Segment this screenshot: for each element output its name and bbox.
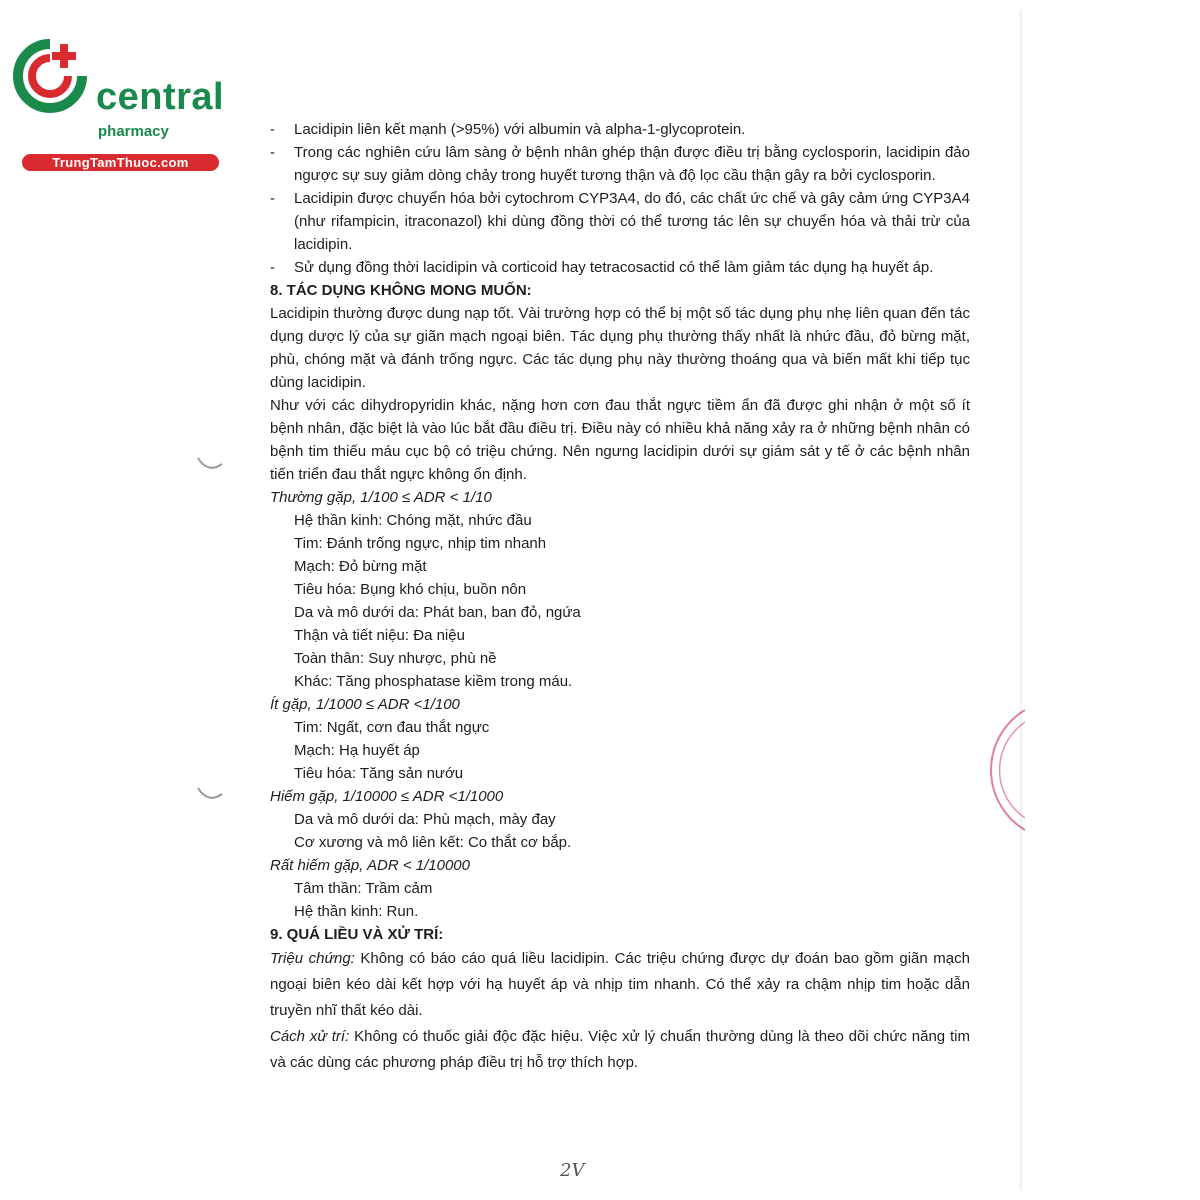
- adr-item: Toàn thân: Suy nhược, phù nề: [294, 650, 497, 667]
- symptoms-label: Triệu chứng:: [270, 950, 355, 967]
- binder-hole-icon: [196, 452, 226, 476]
- adr-item: Hệ thần kinh: Run.: [294, 903, 419, 920]
- section-8-paragraph: Như với các dihydropyridin khác, nặng hơn cơn đau thắt ngực tiềm ẩn đã được ghi nhận ở một số ít bệnh nhân, đặc biệt là vào lúc bắt đầu điều trị. Điều này có nhiều khả năng xảy ra ở những bệnh nhân có bệnh tim thiếu máu cục bộ có triệu chứng. Nên ngưng lacidipin dưới sự giám sát y tế ở các bệnh nhân tiến triển đau thắt ngực không ổn định.: [270, 397, 970, 483]
- section-9-heading: 9. QUÁ LIỀU VÀ XỬ TRÍ:: [270, 926, 444, 943]
- list-item: - Sử dụng đồng thời lacidipin và corticoid hay tetracosactid có thể làm giảm tác dụng hạ huyết áp.: [270, 259, 934, 276]
- frequency-label: Hiếm gặp, 1/10000 ≤ ADR <1/1000: [270, 788, 504, 805]
- adr-item: Mạch: Đỏ bừng mặt: [294, 558, 427, 575]
- logo-cross-icon: [10, 36, 90, 116]
- company-stamp-icon: [985, 700, 1025, 840]
- adr-item: Tiêu hóa: Bụng khó chịu, buồn nôn: [294, 581, 527, 598]
- central-pharmacy-logo[interactable]: [10, 36, 225, 170]
- treatment-label: Cách xử trí:: [270, 1028, 350, 1045]
- symptoms-text: Không có báo cáo quá liều lacidipin. Các triệu chứng được dự đoán bao gồm giãn mạch ngoại biên kéo dài kết hợp với hạ huyết áp và nhịp tim nhanh. Có thể xảy ra chậm nhịp tim hoặc dẫn truyền nhĩ thất kéo dài.: [270, 950, 970, 1019]
- document-body: [270, 118, 970, 1076]
- frequency-label: Thường gặp, 1/100 ≤ ADR < 1/10: [270, 489, 492, 506]
- page-handwritten-mark: 2V: [560, 1160, 585, 1181]
- adr-item: Da và mô dưới da: Phát ban, ban đỏ, ngứa: [294, 604, 581, 621]
- adr-item: Mạch: Hạ huyết áp: [294, 742, 420, 759]
- adr-item: Hệ thần kinh: Chóng mặt, nhức đầu: [294, 512, 532, 529]
- adr-item: Tâm thần: Trầm cảm: [294, 880, 433, 897]
- list-item: - Lacidipin liên kết mạnh (>95%) với albumin và alpha-1-glycoprotein.: [270, 121, 746, 138]
- adr-item: Tiêu hóa: Tăng sản nướu: [294, 765, 464, 782]
- adr-item: Da và mô dưới da: Phù mạch, mày đay: [294, 811, 556, 828]
- treatment-paragraph: [270, 1024, 970, 1076]
- adr-item: Tim: Đánh trống ngực, nhịp tim nhanh: [294, 535, 547, 552]
- treatment-text: Không có thuốc giải độc đặc hiệu. Việc xử lý chuẩn thường dùng là theo dõi chức năng tim và các dùng các phương pháp điều trị hỗ trợ thích hợp.: [270, 1028, 970, 1071]
- page-edge-shadow: [1020, 10, 1022, 1190]
- adr-item: Khác: Tăng phosphatase kiềm trong máu.: [294, 673, 573, 690]
- frequency-label: Rất hiếm gặp, ADR < 1/10000: [270, 857, 470, 874]
- adr-item: Thận và tiết niệu: Đa niệu: [294, 627, 465, 644]
- adr-item: Cơ xương và mô liên kết: Co thắt cơ bắp.: [294, 834, 572, 851]
- section-8-heading: 8. TÁC DỤNG KHÔNG MONG MUỐN:: [270, 282, 532, 299]
- logo-site-link[interactable]: TrungTamThuoc.com: [22, 154, 219, 171]
- list-item: - Trong các nghiên cứu lâm sàng ở bệnh nhân ghép thận được điều trị bằng cyclosporin, lacidipin đảo ngược sự suy giảm dòng chảy trong huyết tương thận và độ lọc cầu thận gây ra bởi cyclosporin.: [270, 144, 970, 184]
- list-item: - Lacidipin được chuyển hóa bởi cytochrom CYP3A4, do đó, các chất ức chế và gây cảm ứng CYP3A4 (như rifampicin, itraconazol) khi dùng đồng thời có thể tương tác lên sự chuyển hóa và thải trừ của lacidipin.: [270, 190, 970, 253]
- symptoms-paragraph: [270, 946, 970, 1024]
- section-8-paragraph: Lacidipin thường được dung nạp tốt. Vài trường hợp có thể bị một số tác dụng phụ nhẹ liên quan đến tác dụng dược lý của sự giãn mạch ngoại biên. Tác dụng phụ thường thấy nhất là nhức đầu, đỏ bừng mặt, phù, chóng mặt và đánh trống ngực. Các tác dụng phụ này thường thoáng qua và biến mất khi tiếp tục dùng lacidipin.: [270, 305, 970, 391]
- adr-item: Tim: Ngất, cơn đau thắt ngực: [294, 719, 490, 736]
- logo-brand-name: central: [96, 76, 225, 118]
- binder-hole-icon: [196, 782, 226, 806]
- frequency-label: Ít gặp, 1/1000 ≤ ADR <1/100: [270, 696, 460, 713]
- logo-brand-sub: pharmacy: [98, 123, 169, 140]
